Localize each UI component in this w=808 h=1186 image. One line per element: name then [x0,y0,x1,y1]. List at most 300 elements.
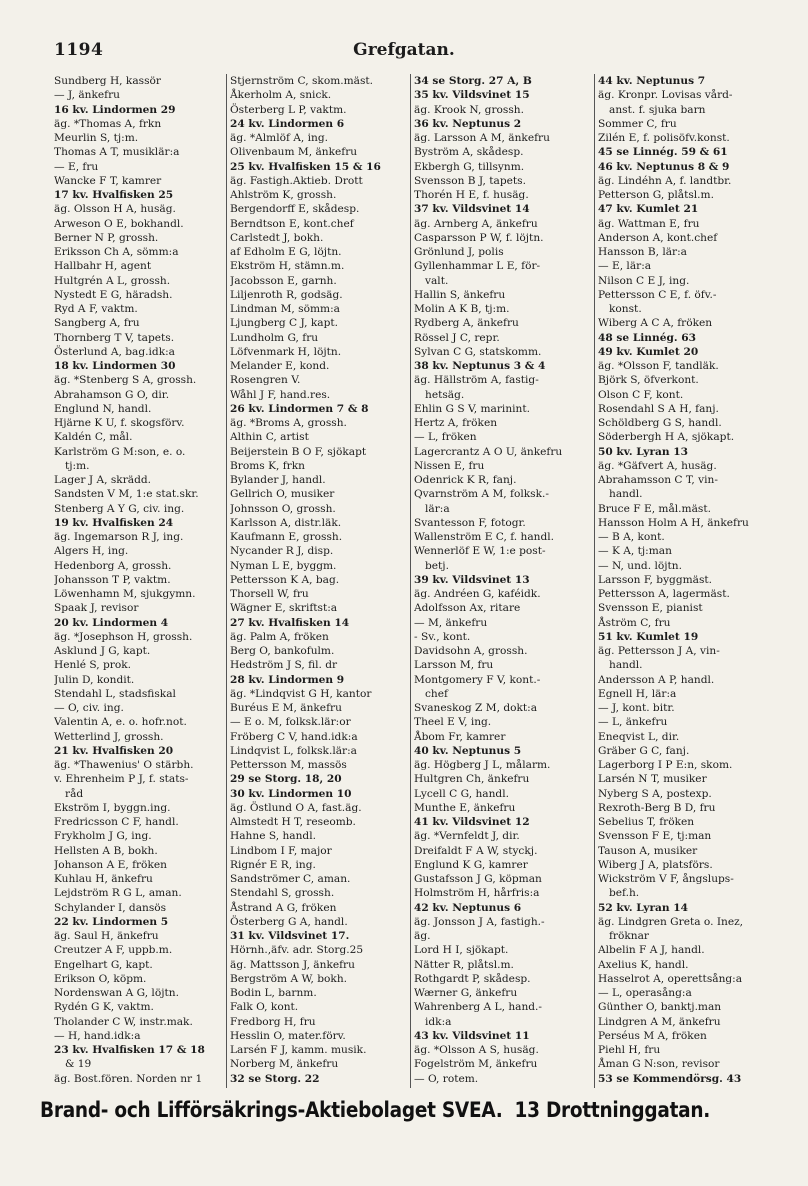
block-heading: 51 kv. Kumlet 19 [598,630,699,643]
directory-entry: — E, lär:a [598,260,652,273]
directory-entry: äg. *Thawenius' O stärbh. [54,759,194,771]
directory-entry: Beijerstein B O F, sjökapt [230,445,367,458]
directory-entry: af Edholm E G, löjtn. [230,246,342,258]
directory-entry: — B A, kont. [598,531,665,543]
directory-entry: Erikson O, köpm. [54,972,147,985]
directory-entry: Eriksson Ch A, sömm:a [54,246,179,258]
directory-entry: Tauson A, musiker [598,844,698,857]
directory-entry: Dreifaldt F A W, styckj. [414,844,538,857]
block-heading: 32 se Storg. 22 [230,1072,320,1085]
directory-entry: Berg O, bankofulm. [230,645,335,657]
block-heading: 24 kv. Lindormen 6 [230,117,345,130]
directory-entry: äg. *Josephson H, grossh. [54,630,193,643]
directory-entry: Stjernström C, skom.mäst. [230,75,374,87]
page-number: 1194 [54,40,104,60]
directory-entry: v. Ehrenheim P J, f. stats- [54,773,189,786]
directory-entry: äg. Hällström A, fastig- [414,374,539,387]
directory-entry: Tholander C W, instr.mak. [54,1015,193,1028]
directory-entry: Ekström H, stämn.m. [230,260,345,273]
directory-entry: äg. *Almlöf A, ing. [230,132,329,144]
directory-entry: Nätter R, plåtsl.m. [414,958,514,971]
directory-entry: Perséus M A, fröken [598,1029,707,1042]
block-heading: 17 kv. Hvalfisken 25 [54,189,174,201]
directory-entry: Munthe E, änkefru [414,801,516,814]
block-heading: 49 kv. Kumlet 20 [598,345,699,358]
directory-entry: Hedenborg A, grossh. [54,559,172,572]
directory-entry: äg. Högberg J L, målarm. [414,759,551,771]
block-heading: 30 kv. Lindormen 10 [230,787,352,800]
directory-entry: Lindbom I F, major [230,844,332,857]
directory-columns [54,74,758,1088]
directory-entry: Fredborg H, fru [230,1015,316,1028]
directory-entry: Almstedt H T, reseomb. [230,816,356,828]
directory-entry: Englund K G, kamrer [414,858,528,871]
directory-entry: Kaldén C, mål. [54,431,133,444]
advertisement-company: Brand- och Lifförsäkrings-Aktiebolaget SVEA. [40,1098,503,1123]
directory-entry: Nilson C E J, ing. [598,274,690,287]
directory-entry: Wägner E, skriftst:a [230,602,338,615]
directory-entry: Wåhl J F, hand.res. [230,388,331,401]
directory-entry: Wickström V F, ångslups- [598,873,734,885]
directory-entry: Ahlström K, grossh. [230,189,337,201]
directory-entry: valt. [425,274,449,287]
directory-entry: äg. *Gäfvert A, husäg. [598,459,717,472]
directory-entry: Odenrick K R, fanj. [414,474,517,486]
directory-entry: äg. Krook N, grossh. [414,103,524,116]
block-heading: 43 kv. Vildsvinet 11 [414,1029,530,1042]
directory-entry: äg. Saul H, änkefru [54,930,159,942]
directory-entry: Pettersson M, massös [230,759,347,771]
directory-entry: äg. Ingemarson R J, ing. [54,531,184,543]
block-heading: 41 kv. Vildsvinet 12 [414,816,530,828]
directory-entry: Julin D, kondit. [54,673,135,686]
directory-entry: Anderson A, kont.chef [598,231,718,244]
directory-entry: Stendahl S, grossh. [230,887,335,900]
directory-entry: — N, und. löjtn. [598,559,682,572]
directory-entry: Sundberg H, kassör [54,75,161,87]
directory-entry: Larsén N T, musiker [598,773,707,786]
directory-entry: äg. Bost.fören. Norden nr 1 [54,1072,203,1085]
directory-entry: Wahrenberg A L, hand.- [414,1001,543,1014]
directory-entry: Ryd A F, vaktm. [54,303,138,315]
block-heading: 37 kv. Vildsvinet 14 [414,203,530,216]
directory-entry: Sebelius T, fröken [598,816,695,828]
directory-entry: Hedström J S, fil. dr [230,659,338,672]
directory-entry: Rosendahl S A H, fanj. [598,402,719,415]
block-heading: 47 kv. Kumlet 21 [598,203,699,216]
directory-entry: Rössel J C, repr. [414,331,500,344]
directory-entry: Henlé S, prok. [54,659,131,672]
directory-entry: Rothgardt P, skådesp. [414,972,531,985]
directory-entry: Berner N P, grossh. [54,231,159,244]
directory-entry: Pettersson C E, f. öfv.- [598,288,717,301]
directory-entry: äg. Fastigh.Aktieb. Drott [230,174,363,187]
directory-entry: Qvarnström A M, folksk.- [414,488,549,501]
directory-entry: Zilén E, f. polisöfv.konst. [598,132,730,144]
block-heading: 38 kv. Neptunus 3 & 4 [414,360,546,372]
directory-entry: Asklund J G, kapt. [54,645,151,657]
directory-entry: Sandsten V M, 1:e stat.skr. [54,488,199,501]
directory-entry: — O, rotem. [414,1072,479,1085]
directory-entry: Jacobsson E, garnh. [230,274,337,287]
block-heading: 46 kv. Neptunus 8 & 9 [598,160,730,173]
directory-entry: Hansson B, lär:a [598,246,687,258]
directory-entry: äg. *Lindqvist G H, kantor [230,687,372,700]
directory-entry: Hjärne K U, f. skogsförv. [54,417,185,429]
directory-entry: Svantesson F, fotogr. [414,516,526,529]
directory-entry: — E, fru [54,160,99,173]
directory-entry: Åman G N:son, revisor [598,1058,720,1071]
directory-entry: Fröberg C V, hand.idk:a [230,730,358,743]
directory-entry: Broms K, frkn [230,459,305,472]
block-heading: 20 kv. Lindormen 4 [54,616,169,629]
directory-entry: Andersson A P, handl. [598,673,715,686]
directory-entry: Lagercrantz A O U, änkefru [414,445,563,458]
directory-entry: — E o. M, folksk.lär:or [230,716,351,729]
directory-column-2 [230,74,408,1088]
directory-entry: Gyllenhammar L E, för- [414,260,541,273]
directory-entry: Wiberg A C A, fröken [598,317,713,330]
directory-entry: konst. [609,303,642,315]
block-heading [598,1086,758,1088]
directory-entry: Lycell C G, handl. [414,787,509,800]
directory-entry: Löwenhamn M, sjukgymn. [54,588,196,600]
directory-entry: Hellsten A B, bokh. [54,844,158,857]
directory-entry: — L, operasång:a [598,987,692,999]
directory-entry: Grönlund J, polis [414,246,504,258]
directory-entry: äg. *Vernfeldt J, dir. [414,830,520,843]
directory-entry: Svaneskog Z M, dokt:a [414,702,538,714]
directory-entry: handl. [609,488,643,501]
directory-entry: Frykholm J G, ing. [54,830,152,843]
directory-entry: äg. [414,930,431,942]
directory-entry: & 19 [65,1058,92,1071]
directory-entry: Axelius K, handl. [598,958,689,971]
block-heading: 34 se Storg. 27 A, B [414,75,532,87]
directory-entry: äg. Andréen G, kaféidk. [414,588,541,600]
directory-entry: Thornberg T V, tapets. [54,331,175,344]
directory-entry: Fredricsson C F, handl. [54,816,179,828]
block-heading: 52 kv. Lyran 14 [598,901,689,914]
directory-entry: Lindqvist L, folksk.lär:a [230,744,357,757]
directory-entry: råd [65,787,84,800]
directory-entry: Kaufmann E, grossh. [230,531,343,543]
directory-entry: Åbom Fr, kamrer [414,730,506,743]
directory-entry: Thorén H E, f. husäg. [414,189,529,201]
block-heading: 36 kv. Neptunus 2 [414,117,522,130]
directory-entry: Thorsell W, fru [230,588,309,600]
block-heading: 29 se Storg. 18, 20 [230,773,342,786]
directory-entry: fröknar [609,930,649,942]
directory-entry: Hansson Holm A H, änkefru [598,516,749,529]
advertisement-address: 13 Drottninggatan. [514,1098,711,1123]
directory-entry: Fogelström M, änkefru [414,1058,538,1071]
block-heading: 21 kv. Hvalfisken 20 [54,744,174,757]
directory-entry: Hahne S, handl. [230,830,316,843]
directory-entry: äg. Wattman E, fru [598,217,700,230]
directory-entry: äg. *Stenberg S A, grossh. [54,374,197,387]
directory-entry: Nycander R J, disp. [230,545,334,558]
directory-entry: Sandströmer C, aman. [230,873,351,885]
block-heading: 19 kv. Hvalfisken 24 [54,516,174,529]
directory-entry: Gellrich O, musiker [230,488,335,501]
directory-entry: Englund N, handl. [54,402,152,415]
directory-entry: äg. *Olsson F, tandläk. [598,360,719,372]
directory-entry: Abrahamson G O, dir. [54,388,170,401]
directory-entry: Valentin A, e. o. hofr.not. [54,716,187,729]
directory-entry: anst. f. sjuka barn [609,103,706,116]
directory-entry: Nyberg S A, postexp. [598,787,712,800]
directory-entry: Byström A, skådesp. [414,146,524,159]
directory-entry: Rexroth-Berg B D, fru [598,801,716,814]
directory-entry: Björk S, öfverkont. [598,374,699,387]
directory-entry: äg. Kronpr. Lovisas vård- [598,89,733,102]
directory-entry: Wancke F T, kamrer [54,174,162,187]
directory-entry: Bergström A W, bokh. [230,972,348,985]
directory-entry: Olivenbaum M, änkefru [230,146,358,159]
directory-entry: lär:a [425,502,450,515]
directory-entry: Rosengren V. [230,374,301,387]
directory-entry: Österberg G A, handl. [230,915,348,928]
directory-entry: äg. *Broms A, grossh. [230,417,347,429]
directory-entry: Söderbergh H A, sjökapt. [598,431,735,444]
directory-entry: Österberg L P, vaktm. [230,103,347,116]
directory-entry: Schöldberg G S, handl. [598,417,722,429]
directory-entry: Hesslin O, mater.förv. [230,1029,346,1042]
directory-entry: Engelhart G, kapt. [54,958,153,971]
directory-entry: Ekbergh G, tillsynm. [414,160,525,173]
directory-entry: Kuhlau H, änkefru [54,873,153,885]
directory-entry: Nyman L E, byggm. [230,559,337,572]
directory-entry: Schylander I, dansös [54,901,167,914]
directory-entry: Althin C, artist [230,431,309,444]
block-heading: 16 kv. Lindormen 29 [54,103,176,116]
directory-entry: Lindgren A M, änkefru [598,1015,721,1028]
directory-entry: Piehl H, fru [598,1044,661,1056]
column-rule [594,74,595,1088]
directory-column-1 [54,74,224,1088]
directory-entry: Rydén G K, vaktm. [54,1001,154,1014]
block-heading: 48 se Linnég. 63 [598,331,696,344]
directory-entry: Rydberg A, änkefru [414,317,519,330]
directory-entry: Svensson E, pianist [598,602,703,615]
block-heading: 23 kv. Hvalfisken 17 & 18 [54,1044,205,1056]
directory-entry: Wiberg J A, platsförs. [598,858,713,871]
directory-column-3 [414,74,592,1088]
directory-entry: Egnell H, lär:a [598,687,677,700]
directory-entry: Hörnh.,äfv. adr. Storg.25 [230,944,364,957]
block-heading: 53 se Kommendörsg. 43 [598,1072,742,1085]
block-heading: 44 kv. Neptunus 7 [598,75,706,87]
directory-entry: — M, änkefru [414,616,488,629]
directory-entry: Johanson A E, fröken [54,858,167,871]
page-header [54,40,754,68]
directory-entry: Wetterlind J, grossh. [54,730,164,743]
directory-entry: Bruce F E, mål.mäst. [598,502,711,515]
directory-entry: Abrahamsson C T, vin- [598,474,718,486]
directory-entry: Thomas A T, musiklär:a [54,146,180,159]
directory-entry: chef [425,687,448,700]
block-heading: 18 kv. Lindormen 30 [54,360,176,372]
directory-entry: Ekström I, byggn.ing. [54,801,171,814]
directory-entry: Lundholm G, fru [230,331,319,344]
directory-entry [414,1086,592,1088]
directory-entry: Molin A K B, tj:m. [414,303,510,315]
directory-entry: Holmström H, hårfris:a [414,887,540,900]
block-heading: 50 kv. Lyran 13 [598,445,689,458]
directory-entry: — O, civ. ing. [54,702,124,714]
directory-entry: Sangberg A, fru [54,317,140,330]
directory-entry: Bodin L, barnm. [230,987,317,999]
directory-entry: Bergendorff E, skådesp. [230,203,360,216]
directory-entry: Pettersson A, lagermäst. [598,588,730,600]
directory-entry: Liljenroth R, godsäg. [230,288,343,301]
directory-entry: Hallin S, änkefru [414,288,506,301]
block-heading [230,1086,408,1088]
directory-entry: Åstrand A G, fröken [230,901,337,914]
directory-entry: — L, fröken [414,431,477,444]
directory-entry: Larsson M, fru [414,659,494,672]
directory-entry: äg. Östlund O A, fast.äg. [230,801,362,814]
directory-entry: Larsson F, byggmäst. [598,573,713,586]
directory-entry: Montgomery F V, kont.- [414,673,541,686]
directory-entry: Davidsohn A, grossh. [414,645,528,657]
directory-entry: — J, kont. bitr. [598,702,675,714]
block-heading: 45 se Linnég. 59 & 61 [598,146,728,159]
directory-entry: Gustafsson J G, köpman [414,873,542,885]
directory-entry: idk:a [425,1015,452,1028]
directory-entry: äg. *Olsson A S, husäg. [414,1044,539,1056]
directory-entry: Österlund A, bag.idk:a [54,345,176,358]
directory-entry: äg. *Thomas A, frkn [54,117,162,130]
directory-entry: Ehlin G S V, marinint. [414,402,530,415]
directory-entry: bef.h. [609,887,640,900]
directory-entry: Rignér E R, ing. [230,858,316,871]
directory-entry: Ljungberg C J, kapt. [230,317,338,330]
directory-entry: äg. Lindgren Greta o. Inez, [598,915,744,928]
directory-column-4 [598,74,758,1088]
block-heading: 39 kv. Vildsvinet 13 [414,573,530,586]
directory-entry: Hultgren Ch, änkefru [414,773,530,786]
block-heading: 26 kv. Lindormen 7 & 8 [230,402,369,415]
block-heading: 22 kv. Lindormen 5 [54,915,169,928]
directory-entry: hetsäg. [425,388,465,401]
directory-entry: äg. Lindéhn A, f. landtbr. [598,174,732,187]
block-heading: 28 kv. Lindormen 9 [230,673,345,686]
directory-entry: Löfvenmark H, löjtn. [230,345,342,358]
directory-entry: Nystedt E G, häradsh. [54,288,173,301]
directory-entry: handl. [609,659,643,672]
directory-entry: Åkerholm A, snick. [230,89,332,102]
directory-entry: Lindman M, sömm:a [230,303,340,315]
block-heading: 31 kv. Vildsvinet 17. [230,930,350,942]
directory-entry: Johnsson O, grossh. [230,502,336,515]
directory-entry: Theel E V, ing. [414,716,492,729]
directory-entry: äg. Arnberg A, änkefru [414,217,538,230]
directory-entry: Stenberg A Y G, civ. ing. [54,502,185,515]
directory-entry: Norberg M, änkefru [230,1058,339,1071]
directory-entry: Albelin F A J, handl. [598,944,705,957]
directory-entry: Buréus E M, änkefru [230,702,342,714]
directory-entry: Lager J A, skrädd. [54,474,151,486]
directory-entry: — L, änkefru [598,716,668,729]
block-heading: 42 kv. Neptunus 6 [414,901,522,914]
directory-entry: äg. Larsson A M, änkefru [414,132,550,144]
street-title: Grefgatan. [353,40,455,60]
directory-entry: Svensson F E, tj:man [598,830,712,843]
directory-entry: äg. Palm A, fröken [230,630,329,643]
block-heading: 40 kv. Neptunus 5 [414,744,522,757]
directory-entry: Stendahl L, stadsfiskal [54,687,176,700]
directory-entry: Meurlin S, tj:m. [54,132,139,144]
directory-entry: Larsén F J, kamm. musik. [230,1044,367,1056]
directory-entry: Hertz A, fröken [414,417,498,429]
directory-entry: Sommer C, fru [598,117,677,130]
directory-entry: Bylander J, handl. [230,474,326,486]
directory-entry: äg. Jonsson J A, fastigh.- [414,915,545,928]
directory-entry: Berndtson E, kont.chef [230,217,354,230]
directory-entry: Karlström G M:son, e. o. [54,445,186,458]
directory-entry: Creutzer A F, uppb.m. [54,944,173,957]
directory-entry: Åström C, fru [598,616,671,629]
directory-entry: Wallenström E C, f. handl. [414,531,555,543]
directory-entry: Gräber G C, fanj. [598,744,690,757]
directory-entry: Eneqvist L, dir. [598,730,680,743]
directory-entry [54,1086,224,1088]
directory-entry: Sylvan C G, statskomm. [414,345,542,358]
directory-entry: betj. [425,559,449,572]
block-heading: 35 kv. Vildsvinet 15 [414,89,530,102]
directory-entry: Algers H, ing. [54,545,129,558]
directory-entry: äg. Olsson H A, husäg. [54,203,176,216]
directory-entry: tj:m. [65,459,90,472]
directory-entry: — J, änkefru [54,89,120,102]
directory-entry: Spaak J, revisor [54,602,139,615]
directory-entry: Carlstedt J, bokh. [230,231,324,244]
directory-entry: Wærner G, änkefru [414,987,518,999]
directory-entry: Melander E, kond. [230,360,330,372]
directory-entry: Lejdström R G L, aman. [54,887,182,900]
directory-entry: Nissen E, fru [414,459,485,472]
directory-entry: Hallbahr H, agent [54,260,152,273]
directory-entry: Pettersson K A, bag. [230,573,340,586]
column-rule [410,74,411,1088]
directory-entry: Falk O, kont. [230,1001,299,1014]
directory-entry: Hultgrén A L, grossh. [54,274,171,287]
directory-entry: Karlsson A, distr.läk. [230,516,342,529]
directory-entry: Olson C F, kont. [598,388,684,401]
directory-entry: Petterson G, plåtsl.m. [598,189,714,201]
directory-entry: — K A, tj:man [598,545,672,558]
block-heading: 27 kv. Hvalfisken 14 [230,616,350,629]
directory-entry: — H, hand.idk:a [54,1029,141,1042]
advertisement-banner [40,1098,711,1144]
directory-entry: Johansson T P, vaktm. [54,573,171,586]
directory-entry: Nordenswan A G, löjtn. [54,987,179,999]
directory-entry: Hasselrot A, operettsång:a [598,972,743,985]
directory-entry: äg. Mattsson J, änkefru [230,958,355,971]
column-rule [226,74,227,1088]
directory-entry: Lagerborg I P E:n, skom. [598,759,733,771]
block-heading: 25 kv. Hvalfisken 15 & 16 [230,160,381,173]
directory-entry: Casparsson P W, f. löjtn. [414,231,544,244]
directory-entry: Adolfsson Ax, ritare [414,602,521,615]
directory-entry: Arweson O E, bokhandl. [54,217,184,230]
directory-entry: äg. Pettersson J A, vin- [598,645,720,657]
directory-entry: Svensson B J, tapets. [414,174,526,187]
directory-entry: Wennerlöf E W, 1:e post- [414,545,546,558]
directory-entry: Lord H I, sjökapt. [414,944,509,957]
